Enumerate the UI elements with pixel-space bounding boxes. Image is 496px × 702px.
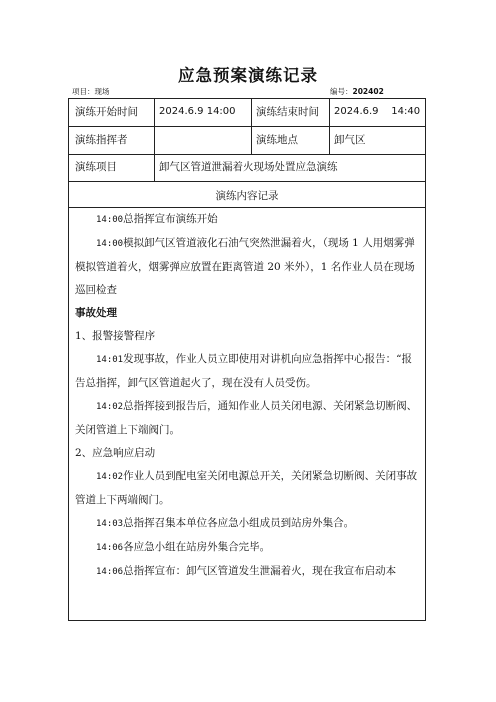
paragraph-text: 发现事故，作业人员立即使用对讲机向应急指挥中心报告：“报告总指挥，卸气区管道起火了，现在没有人员受伤。 [75,353,412,389]
paragraph-text: 作业人员到配电室关闭电源总开关，关闭紧急切断阀、关闭事故管道上下两端阀门。 [75,470,418,506]
drill-project-label: 演练项目 [75,161,117,173]
paragraph [75,348,419,395]
drill-project-value: 卸气区管道泄漏着火现场处置应急演练 [159,161,338,173]
section-heading: 事故处理 [75,307,117,319]
end-time-value: 2024.6.9 14:40 [334,106,421,117]
end-time-label: 演练结束时间 [256,106,319,118]
paragraph [75,232,419,302]
number-value: 202402 [352,87,384,96]
col-divider [329,99,330,155]
row-divider [69,126,425,127]
paragraph-text: 总指挥宣布演练开始 [123,213,218,225]
paragraph-text: 总指挥召集本单位各应急小组成员到站房外集合。 [123,517,355,529]
timestamp: 14:06 [96,567,124,577]
subsection-heading: 1、报警接警程序 [75,330,156,342]
paragraph-text: 各应急小组在站房外集合完毕。 [123,541,271,553]
subsection-heading: 2、应急响应启动 [75,447,156,459]
paragraph [75,536,419,560]
paragraph-text: 总指挥宣布：卸气区管道发生泄漏着火，现在我宣布启动本 [123,565,397,577]
timestamp: 14:02 [96,472,124,482]
paragraph-text: 模拟卸气区管道液化石油气突然泄漏着火，（现场 1 人用烟雾弹模拟管道着火，烟雾弹应放置在距离管道 20 米外），1 名作业人员在现场巡回检查 [75,237,415,296]
paragraph [75,465,419,512]
col-divider [154,99,155,182]
content-body [75,208,419,584]
number-label: 编号： [330,87,353,96]
timestamp: 14:00 [96,239,124,249]
paragraph [75,208,419,232]
paragraph [75,560,419,584]
commander-label: 演练指挥者 [75,134,128,146]
content-header: 演练内容记录 [215,190,279,202]
col-divider [251,99,252,155]
paragraph [75,395,419,442]
paragraph-text: 总指挥接到报告后，通知作业人员关闭电源、关闭紧急切断阀、关闭管道上下端阀门。 [75,400,418,436]
timestamp: 14:01 [96,355,124,365]
start-time-value: 2024.6.9 14:00 [159,106,236,117]
record-table [68,98,426,621]
row-divider [69,181,425,182]
location-value: 卸气区 [334,134,366,146]
number-meta [330,86,384,97]
project-meta: 项目：现场 [72,87,110,96]
timestamp: 14:00 [96,215,124,225]
row-divider [69,154,425,155]
start-time-label: 演练开始时间 [75,106,138,118]
timestamp: 14:03 [96,519,124,529]
document-title: 应急预案演练记录 [178,66,318,85]
location-label: 演练地点 [256,134,298,146]
timestamp: 14:02 [96,402,124,412]
timestamp: 14:06 [96,543,124,553]
paragraph [75,512,419,536]
